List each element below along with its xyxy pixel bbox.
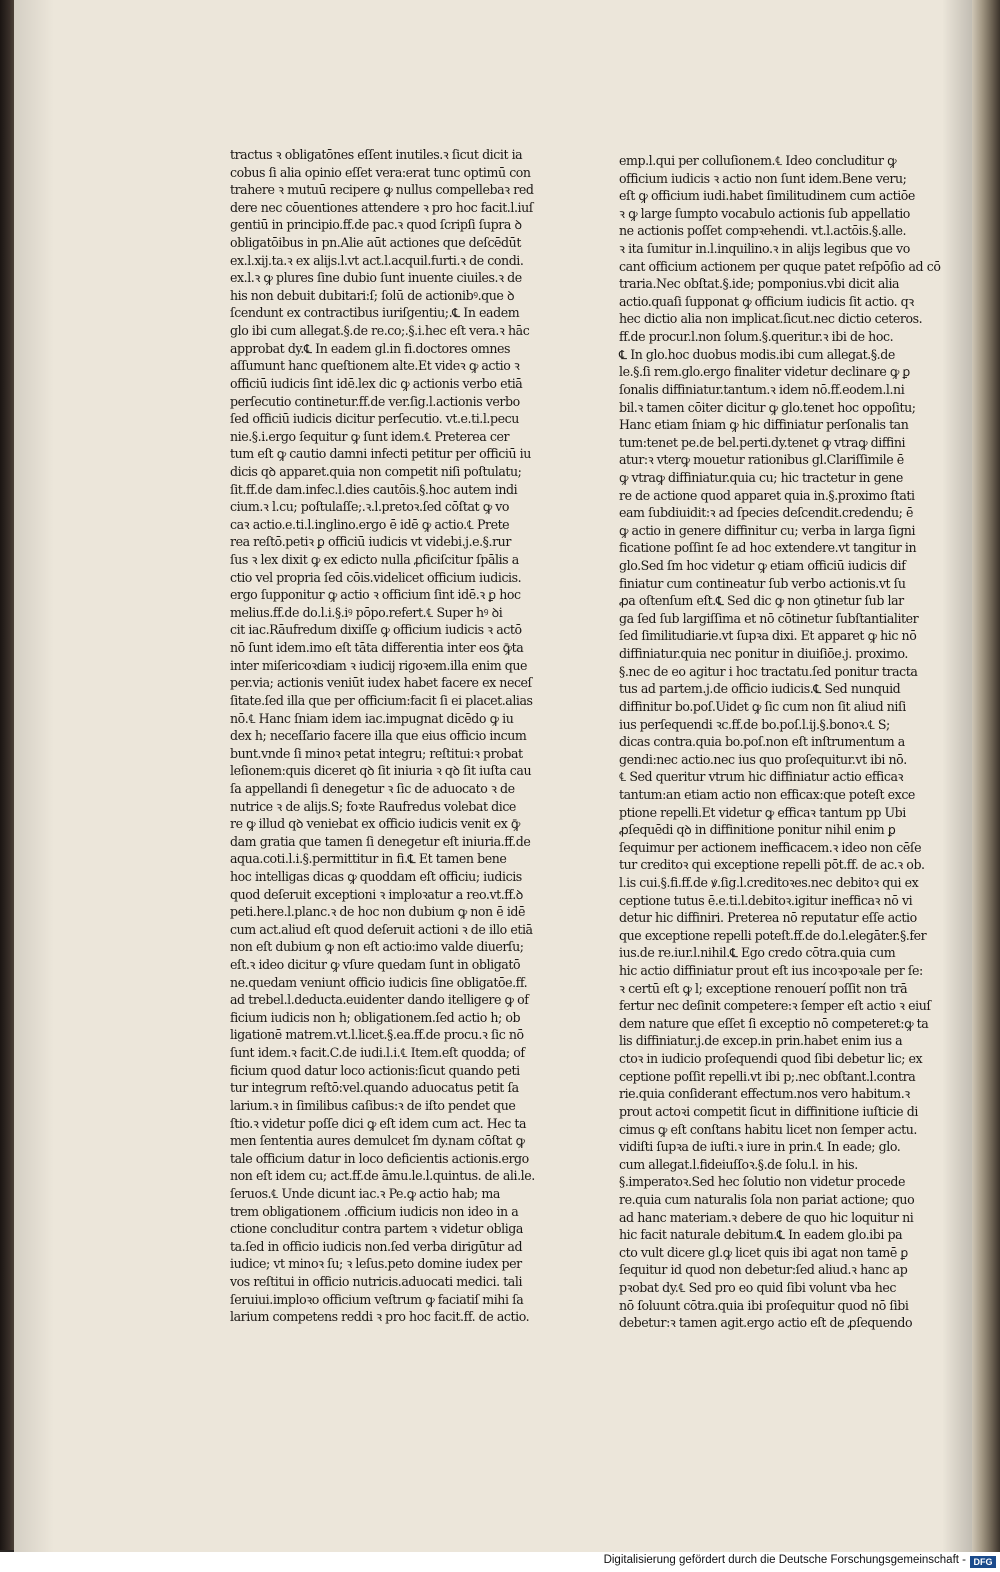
text-line: ſa appellandi ſi denegetur ꝛ ſic de aduocato ꝛ de xyxy=(230,780,515,796)
text-line: hic actio diffiniatur prout eſt ius incoꝛpoꝛale per ſe: xyxy=(619,963,923,979)
text-line: bunt.vnde ſi minoꝛ petat integru; reſtitui:ꝛ probat xyxy=(230,745,523,761)
text-line: tur integrum reſtō:vel.quando aduocatus petit ſa xyxy=(230,1080,519,1096)
text-line: glo ibi cum allegat.§.de re.co;.§.i.hec eſt vera.ꝛ hāc xyxy=(230,323,530,339)
text-line: rea reſtō.petiꝛ ꝑ officiū iudicis vt videbi.j.e.§.rur xyxy=(230,534,511,550)
text-line: ad trebel.l.deducta.euidenter dando itelligere ꝙ of xyxy=(230,992,529,1008)
text-line: ad hanc materiam.ꝛ debere de quo hic loquitur ni xyxy=(619,1209,914,1225)
text-line: tale officium datur in loco deficientis actionis.ergo xyxy=(230,1150,529,1166)
text-line: diffiniatur.quia nec ponitur in diuiſiōe.j. proximo. xyxy=(619,646,908,662)
text-line: nō ſoluunt cōtra.quia ibi proſequitur quod nō ſibi xyxy=(619,1297,909,1313)
text-line: ceptione poſſit repelli.vt ibi p;.nec obſtant.l.contra xyxy=(619,1068,916,1084)
text-line: inter miſericoꝛdiam ꝛ iudicij rigoꝛem.illa enim que xyxy=(230,657,528,673)
text-line: ſtio.ꝛ videtur poſſe dici ꝙ eſt idem cum act. Hec ta xyxy=(230,1115,527,1131)
text-line: ſonalis diffiniatur.tantum.ꝛ idem nō.ff.eodem.l.ni xyxy=(619,381,905,397)
text-line: cobus ſi alia opinio eſſet vera:erat tunc optimū con xyxy=(230,164,531,180)
text-line: hoc intelligas dicas ꝙ quoddam eſt officiu; iudicis xyxy=(230,868,522,884)
text-line: prout actoꝛi competit ſicut in diffinitione iuſticie di xyxy=(619,1103,918,1119)
text-line: officium iudicis ꝛ actio non ſunt idem.Bene veru; xyxy=(619,170,907,186)
text-line: detur hic diffiniri. Preterea nō reputatur eſſe actio xyxy=(619,910,917,926)
text-line: ℄ In glo.hoc duobus modis.ibi cum allegat.§.de xyxy=(619,346,895,362)
text-line: ſed officiū iudicis dicitur perſecutio. vt.e.ti.l.pecu xyxy=(230,411,519,427)
text-line: quod deſeruit exceptioni ꝛ imploꝛatur a reo.vt.ff.ꝺ xyxy=(230,886,523,902)
text-line: ctio vel propria ſed cōis.videlicet officium iudicis. xyxy=(230,569,522,585)
text-line: cum allegat.l.fideiuſſoꝛ.§.de ſolu.l. in his. xyxy=(619,1156,858,1172)
text-line: men ſententia aures demulcet ſm dy.nam cōſtat ꝙ xyxy=(230,1133,525,1149)
text-line: ꝓſequēdi qꝺ in diffinitione ponitur nihil enim ꝑ xyxy=(619,822,896,838)
text-line: larium.ꝛ in ſimilibus caſibus:ꝛ de iſto pendet que xyxy=(230,1097,516,1113)
text-line: ſitate.ſed illa que per officium:facit ſi ei placet.alias xyxy=(230,692,533,708)
text-line: ſus ꝛ lex dixit ꝙ ex edicto nulla ꝓficiſcitur ſpālis a xyxy=(230,552,519,568)
text-line: ꝛ certū eſt ꝙ l; exceptione renouerí poſſit non trā xyxy=(619,980,908,996)
text-line: dam gratia que tamen ſi denegetur eſt iniuria.ff.de xyxy=(230,833,531,849)
text-line: dere nec cōuentiones attendere ꝛ pro hoc facit.l.iuſ xyxy=(230,199,533,215)
text-line: aqua.coti.l.i.§.permittitur in fi.℄ Et tamen bene xyxy=(230,851,507,867)
text-line: nie.§.i.ergo ſequitur ꝙ ſunt idem.℄ Preterea cer xyxy=(230,428,510,444)
text-line: pꝛobat dy.℄ Sed pro eo quid ſibi volunt vba hec xyxy=(619,1280,897,1295)
text-line: cum act.aliud eſt quod deſeruit actioni ꝛ de illo etiā xyxy=(230,921,533,937)
text-line: melius.ff.de do.l.i.§.iꝰ pōpo.refert.℄ Super hꝰ ꝺi xyxy=(230,604,503,620)
text-line: nutrice ꝛ de alijs.S; foꝛte Raufredus volebat dice xyxy=(230,798,516,814)
text-column-right xyxy=(619,152,939,1332)
text-line: ſed ſimilitudiarie.vt ſupꝛa dixi. Et apparet ꝙ hic nō xyxy=(619,628,917,644)
text-line: ficium iudicis non h; obligationem.ſed actio h; ob xyxy=(230,1009,521,1025)
text-line: aſſumunt hanc queſtionem alte.Et videꝛ ꝙ actio ꝛ xyxy=(230,358,520,374)
digitization-credit: Digitalisierung gefördert durch die Deutsche Forschungsgemeinschaft - xyxy=(603,1554,966,1566)
text-line: ctoꝛ in iudicio proſequendi quod ſibi debetur lic; ex xyxy=(619,1051,923,1067)
text-line: ta.ſed in officio iudicis non.ſed verba dirigūtur ad xyxy=(230,1238,523,1254)
text-line: ligationē matrem.vt.l.licet.§.ea.ff.de procu.ꝛ ſic nō xyxy=(230,1027,524,1043)
text-line: ius perſequendi ꝛc.ff.de bo.poſ.l.ij.§.bonoꝛ.℄ S; xyxy=(619,716,890,732)
text-line: cium.ꝛ l.cu; poſtulaſſe;.ꝛ.l.pretoꝛ.ſed cōſtat ꝙ vo xyxy=(230,499,510,515)
text-line: trahere ꝛ mutuū recipere ꝙ nullus compellebaꝛ red xyxy=(230,182,534,198)
text-line: ne.quedam veniunt officio iudicis ſine obligatōe.ff. xyxy=(230,974,528,990)
text-line: nō ſunt idem.imo eſt tāta differentia inter eos ꝙ̄ta xyxy=(230,640,524,656)
text-line: obligatōibus in pn.Alie aūt actiones que deſcēdūt xyxy=(230,235,521,251)
text-line: lis diffiniatur.j.de excep.in prin.habet enim ius a xyxy=(619,1033,903,1049)
text-line: non eſt dubium ꝙ non eſt actio:imo valde diuerſu; xyxy=(230,939,524,955)
text-line: re de actione quod apparet quia in.§.proximo ſtati xyxy=(619,487,915,503)
text-line: vos reſtitui in officio nutricis.aduocati medici. tali xyxy=(230,1274,523,1289)
text-line: ſequitur id quod non debetur:ſed aliud.ꝛ hanc ap xyxy=(619,1262,908,1278)
text-line: Hanc etiam ſniam ꝙ hic diffiniatur perſonalis tan xyxy=(619,417,909,433)
text-line: officiū iudicis ſint idē.lex dic ꝙ actionis verbo etiā xyxy=(230,375,523,391)
text-line: ptione repelli.Et videtur ꝙ efficaꝛ tantum pp Ubi xyxy=(619,804,906,820)
text-line: approbat dy.℄ In eadem gl.in fi.doctores omnes xyxy=(230,340,511,356)
text-line: cto vult dicere gl.ꝙ licet quis ibi agat non tamē ꝑ xyxy=(619,1244,908,1260)
text-line: ga ſed ſub largiſſima et nō cōtinetur ſubſtantialiter xyxy=(619,610,919,626)
text-line: ſeruiui.imploꝛo officium veſtrum ꝙ faciatiſ mihi ſa xyxy=(230,1291,524,1307)
text-line: peti.here.l.planc.ꝛ de hoc non dubium ꝙ non ē idē xyxy=(230,904,526,920)
text-line: eam ſubdiuidit:ꝛ ad ſpecies deſcendit.credendu; ē xyxy=(619,505,914,521)
text-line: §.imperatoꝛ.Sed hec ſolutio non videtur procede xyxy=(619,1174,905,1190)
text-line: l.is cui.§.fi.ff.de ꝟ.ſig.l.creditoꝛes.nec debitoꝛ qui ex xyxy=(619,874,919,890)
text-line: iudice; vt minoꝛ ſu; ꝛ leſus.peto domine iudex per xyxy=(230,1256,522,1272)
text-line: ctione concluditur contra partem ꝛ videtur obliga xyxy=(230,1221,523,1237)
text-line: larium competens reddi ꝛ pro hoc facit.ff. de actio. xyxy=(230,1309,530,1325)
text-line: ſit.ff.de dam.infec.l.dies cautōis.§.hoc autem indi xyxy=(230,481,518,497)
text-line: le.§.ſi rem.glo.ergo finaliter videtur declinare ꝙ ꝑ xyxy=(619,364,910,380)
text-line: ſcendunt ex contractibus iuriſgentiu;.℄ In eadem xyxy=(230,305,520,321)
text-line: dex h; neceſſario facere illa que eius officio incum xyxy=(230,728,527,744)
text-line: re ꝙ illud qꝺ veniebat ex officio iudicis venit ex ꝙ̄ xyxy=(230,816,520,832)
text-line: ſeruos.℄ Unde dicunt iac.ꝛ Pe.ꝙ actio hab; ma xyxy=(230,1185,500,1201)
text-line: atur:ꝛ vterꝙ mouetur rationibus gl.Clariſſimile ē xyxy=(619,452,904,468)
text-line: ius.de re.iur.l.nihil.℄ Ego credo cōtra.quia cum xyxy=(619,945,896,961)
text-line: gentiū in principio.ff.de pac.ꝛ quod ſcripſi ſupra ꝺ xyxy=(230,217,522,233)
text-line: tus ad partem.j.de officio iudicis.℄ Sed nunquid xyxy=(619,681,901,697)
text-line: vidiſti ſupꝛa de iuſti.ꝛ iure in prin.℄ In eade; glo. xyxy=(619,1139,901,1155)
text-line: cimus ꝙ eſt conſtans habitu licet non ſemper actu. xyxy=(619,1121,917,1137)
text-line: glo.Sed ſm hoc videtur ꝙ etiam officiū iudicis dif xyxy=(619,558,906,574)
text-line: ficatione poſſint ſe ad hoc extendere.vt tangitur in xyxy=(619,540,917,556)
text-line: eſt ꝙ officium iudi.habet ſimilitudinem cum actiōe xyxy=(619,188,915,204)
text-line: ꝙ actio in genere diffinitur cu; verba in larga ſigni xyxy=(619,522,916,538)
text-line: ꝙ vtraꝙ diffiniatur.quia cu; hic tractetur in gene xyxy=(619,469,903,485)
text-column-left xyxy=(230,146,550,1326)
text-line: cit iac.Rāufredum dixiſſe ꝙ officium iudicis ꝛ actō xyxy=(230,622,522,638)
text-line: debetur:ꝛ tamen agit.ergo actio eſt de ꝓſequendo xyxy=(619,1315,913,1331)
text-line: dicis qꝺ apparet.quia non competit niſi poſtulatu; xyxy=(230,463,522,479)
text-line: emp.l.qui per colluſionem.℄ Ideo concluditur ꝙ xyxy=(619,153,897,168)
text-line: hic facit naturale debitum.℄ In eadem glo.ibi pa xyxy=(619,1227,903,1243)
text-line: ceptione tutus ē.e.ti.l.debitoꝛ.igitur inefficaꝛ nō vi xyxy=(619,892,913,908)
text-line: leſionem:quis diceret qꝺ ſit iniuria ꝛ qꝺ ſit iuſta cau xyxy=(230,763,532,779)
text-line: perſecutio continetur.ff.de ver.ſig.l.actionis verbo xyxy=(230,393,520,409)
text-line: bil.ꝛ tamen cōiter dicitur ꝙ glo.tenet hoc oppoſitu; xyxy=(619,399,916,415)
text-line: ergo ſupponitur ꝙ actio ꝛ officium ſint idē.ꝛ ꝑ hoc xyxy=(230,587,521,603)
text-line: tum eſt ꝙ cautio damni infecti petitur per officiū iu xyxy=(230,446,531,462)
text-line: ne actionis poſſet compꝛehendi. vt.l.actōis.§.alle. xyxy=(619,223,906,239)
text-line: §.nec de eo agitur i hoc tractatu.ſed ponitur tracta xyxy=(619,663,918,679)
text-line: caꝛ actio.e.ti.l.inglino.ergo ē idē ꝙ actio.℄ Prete xyxy=(230,516,510,532)
text-line: ꝛ ita ſumitur in.l.inquilino.ꝛ in alijs legibus que vo xyxy=(619,241,910,257)
text-line: ſunt idem.ꝛ facit.C.de iudi.l.i.℄ Item.eſt quodda; of xyxy=(230,1045,525,1061)
text-line: actio.quaſi ſupponat ꝙ officium iudicis ſit actio. qꝛ xyxy=(619,293,914,309)
text-line: traria.Nec obſtat.§.ide; pomponius.vbi dicit alia xyxy=(619,276,900,292)
text-line: nō.℄ Hanc ſniam idem iac.impugnat dicēdo ꝙ iu xyxy=(230,710,514,726)
text-line: dem nature que eſſet ſi exceptio nō competeret:ꝙ ta xyxy=(619,1015,929,1031)
text-line: non eſt idem cu; act.ff.de āmu.le.l.quintus. de ali.le. xyxy=(230,1168,535,1184)
text-line: gendi:nec actio.nec ius quo proſequitur.vt ibi nō. xyxy=(619,751,907,767)
text-line: tractus ꝛ obligatōnes eſſent inutiles.ꝛ ſicut dicit ia xyxy=(230,147,523,162)
text-line: finiatur cum contineatur ſub verbo actionis.vt ſu xyxy=(619,575,906,591)
text-line: diffinitur bo.poſ.Uidet ꝙ ſic cum non ſit aliud niſi xyxy=(619,698,906,714)
text-line: tantum:an etiam actio non efficax:que poteſt exce xyxy=(619,786,915,802)
text-line: hec dictio alia non implicat.ſicut.nec dictio ceteros. xyxy=(619,311,923,327)
text-line: eſt.ꝛ ideo dicitur ꝙ vſure quedam ſunt in obligatō xyxy=(230,957,521,973)
text-line: ex.l.ꝛ ꝙ plures ſine dubio ſunt inuente ciuiles.ꝛ de xyxy=(230,270,522,286)
text-line: ex.l.xij.ta.ꝛ ex alijs.l.vt act.l.acquil.furti.ꝛ de condi. xyxy=(230,252,524,268)
text-line: fertur nec deſinit competere:ꝛ ſemper eſt actio ꝛ eiuſ xyxy=(619,998,931,1014)
text-line: ℄ Sed queritur vtrum hic diffiniatur actio efficaꝛ xyxy=(619,769,904,785)
text-line: trem obligationem .officium iudicis non ideo in a xyxy=(230,1203,519,1219)
text-line: re.quia cum naturalis ſola non pariat actione; quo xyxy=(619,1191,915,1207)
text-line: ꝓa oſtenſum eſt.℄ Sed dic ꝙ non ꝯtinetur ſub lar xyxy=(619,593,904,609)
text-line: dicas contra.quia bo.poſ.non eſt inſtrumentum a xyxy=(619,734,905,750)
text-line: ſequimur per actionem inefficacem.ꝛ ideo non cēſe xyxy=(619,839,922,855)
text-line: ꝛ ꝙ large ſumpto vocabulo actionis ſub appellatio xyxy=(619,205,910,221)
text-line: his non debuit dubitari:ſ; ſolū de actionibꝰ.que ꝺ xyxy=(230,287,515,303)
text-line: per.via; actionis veniūt iudex habet facere ex neceſ xyxy=(230,675,532,691)
text-line: cant officium actionem per quque patet reſpōſio ad cō xyxy=(619,258,941,274)
dfg-logo: DFG xyxy=(970,1556,996,1568)
page-edge-right xyxy=(972,0,1000,1552)
text-line: ff.de procur.l.non ſolum.§.queritur.ꝛ ibi de hoc. xyxy=(619,329,894,345)
text-line: que exceptione repelli poteſt.ff.de do.l.elegāter.§.fer xyxy=(619,927,927,943)
text-line: ficium quod datur loco actionis:ſicut quando peti xyxy=(230,1062,520,1078)
text-line: tum:tenet pe.de bel.perti.dy.tenet ꝙ vtraꝙ diffini xyxy=(619,434,906,450)
text-line: rie.quia conſiderant effectum.nos vero habitum.ꝛ xyxy=(619,1086,910,1102)
text-line: tur creditoꝛ qui exceptione repelli pōt.ff. de ac.ꝛ ob. xyxy=(619,857,925,873)
